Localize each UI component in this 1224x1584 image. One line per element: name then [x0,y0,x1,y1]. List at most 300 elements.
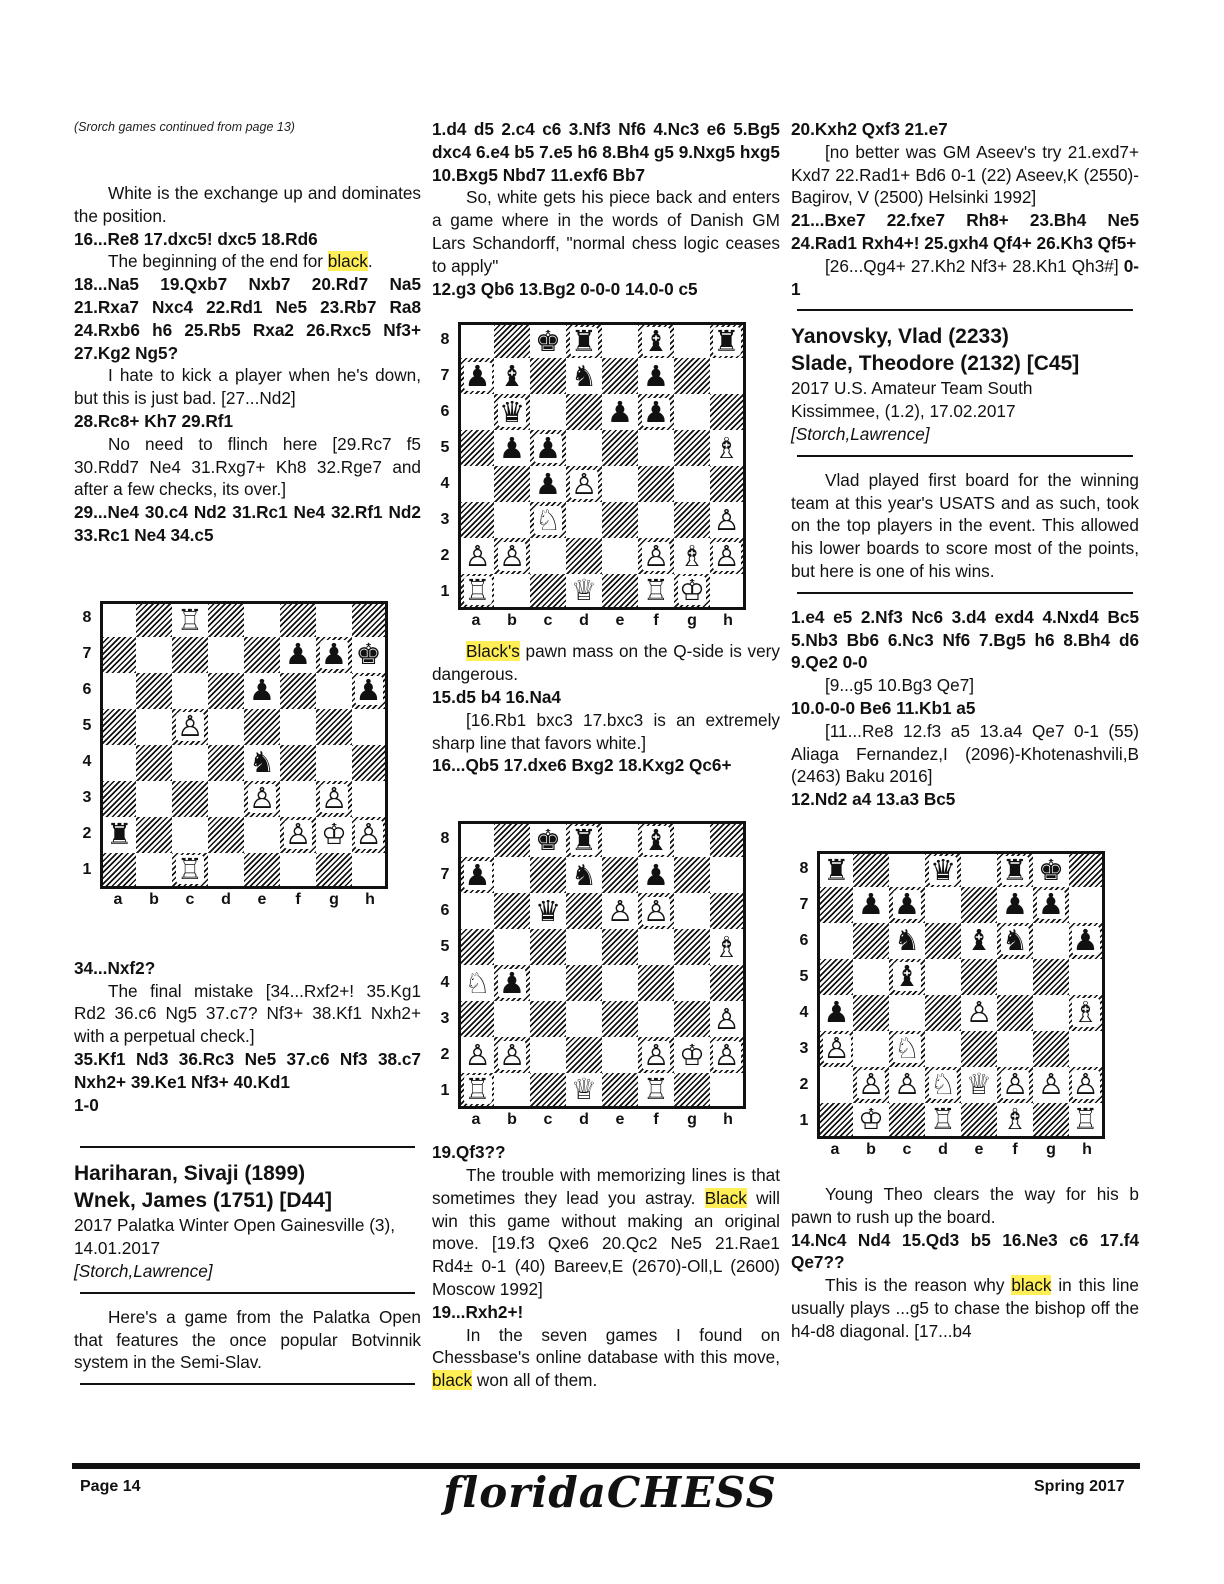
chess-piece-icon: ♟ [858,887,884,922]
board-square [961,887,997,923]
board-square [1069,1103,1105,1139]
chess-piece-icon: ♚ [535,823,561,858]
board-square [602,322,638,358]
rank-label: 2 [82,825,92,843]
board-square [494,821,530,857]
chess-piece-icon: ♟ [355,673,382,708]
board-square [316,601,352,637]
chess-piece-icon: ♙ [355,817,382,852]
board-square [280,781,316,817]
chess-piece-icon: ♘ [464,965,491,1000]
chess-piece-icon: ♙ [713,1001,740,1036]
divider [80,1383,415,1385]
chess-piece-icon: ♟ [643,394,669,429]
file-label: g [329,890,339,908]
board-square [566,1001,602,1037]
paragraph: Black's pawn mass on the Q-side is very dangerous. [432,641,780,685]
file-label: h [365,890,375,908]
highlight: black [432,1370,473,1391]
chess-piece-icon: ♟ [894,887,920,922]
chess-piece-icon: ♞ [1002,923,1028,958]
board-square [530,394,566,430]
chess-piece-icon: ♟ [1038,887,1064,922]
board-square [530,358,566,394]
board-square [602,502,638,538]
board-square [316,673,352,709]
chess-piece-icon: ♙ [713,538,740,573]
board-square [316,781,352,817]
file-label: d [579,612,589,630]
board-square [997,887,1033,923]
board-square [674,538,710,574]
page-number: Page 14 [80,1478,141,1495]
board-square [710,430,746,466]
board-square [244,817,280,853]
file-label: b [507,612,517,630]
board-square [208,745,244,781]
board-square [889,995,925,1031]
board-square [566,929,602,965]
chess-piece-icon: ♕ [571,1072,597,1107]
chess-piece-icon: ♝ [499,358,525,393]
rank-label: 1 [82,861,92,879]
board-square [889,851,925,887]
board-square [136,673,172,709]
rank-label: 3 [440,510,450,528]
moves: 20.Kxh2 Qxf3 21.e7 [791,119,948,139]
paragraph: Young Theo clears the way for his b pawn to rush up the board. [791,1183,1139,1227]
board-square [566,1073,602,1109]
rank-label: 6 [440,402,450,420]
board-square [136,781,172,817]
rank-label: 7 [440,865,450,883]
board-square [352,601,388,637]
moves: 12.Nd2 a4 13.a3 Bc5 [791,789,956,810]
board-square [208,817,244,853]
board-square [566,538,602,574]
board-square [1033,1067,1069,1103]
paragraph: [11...Re8 12.f3 a5 13.a4 Qe7 0-1 (55) Aliaga Fernandez,I (2096)-Khotenashvili,B (2463) Baku 2016] [791,720,1139,787]
chess-piece-icon: ♕ [571,573,597,608]
board-square [853,1103,889,1139]
board-square [710,502,746,538]
chess-piece-icon: ♙ [643,538,669,573]
board-square [208,601,244,637]
rank-label: 7 [440,366,450,384]
board-square [494,1001,530,1037]
column-middle [432,118,780,1392]
board-square [602,857,638,893]
board-square [458,965,494,1001]
board-square [530,821,566,857]
chess-piece-icon: ♘ [535,502,561,537]
board-square [853,995,889,1031]
chess-piece-icon: ♟ [499,965,525,1000]
file-label: a [471,1111,481,1129]
chess-piece-icon: ♗ [713,929,740,964]
moves: 28.Rc8+ Kh7 29.Rf1 [74,410,234,431]
moves: 29...Ne4 30.c4 Nd2 31.Rc1 Ne4 32.Rf1 Nd2 33.Rc1 Ne4 34.c5 [74,502,421,545]
chess-piece-icon: ♙ [1072,1067,1099,1102]
board-square [494,1073,530,1109]
continuation-note: (Srorch games continued from page 13) [74,120,295,134]
board-square [100,745,136,781]
chess-piece-icon: ♖ [930,1101,956,1136]
board-square [1069,923,1105,959]
black-player: Slade, Theodore (2132) [C45] [791,352,1080,376]
board-square [352,745,388,781]
chess-diagram-1 [74,601,421,911]
board-square [817,851,853,887]
board-square [817,959,853,995]
chess-piece-icon: ♚ [355,637,382,672]
board-square [100,709,136,745]
board-square [530,965,566,1001]
board-square [1033,1031,1069,1067]
board-square [1069,959,1105,995]
chess-piece-icon: ♔ [858,1101,884,1136]
board-square [710,322,746,358]
rank-label: 5 [440,937,450,955]
paragraph: White is the exchange up and dominates the position. [74,183,421,226]
board-square [1069,1031,1105,1067]
rank-label: 4 [799,1003,809,1021]
rank-label: 6 [440,901,450,919]
board-square [208,637,244,673]
chess-piece-icon: ♙ [894,1067,920,1102]
file-label: b [866,1140,876,1158]
board-square [817,1067,853,1103]
board-square [674,893,710,929]
chess-piece-icon: ♕ [966,1067,992,1102]
file-label: b [149,890,159,908]
moves: 19...Rxh2+! [432,1301,524,1322]
board-square [172,817,208,853]
rank-label: 3 [799,1039,809,1057]
chess-piece-icon: ♞ [571,857,597,892]
board-square [458,574,494,610]
chess-piece-icon: ♜ [1002,852,1028,887]
file-label: e [974,1140,984,1158]
chess-piece-icon: ♟ [1002,887,1028,922]
file-label: b [507,1111,517,1129]
event-info: 2017 Palatka Winter Open Gainesville (3), 14.01.2017 [74,1215,395,1259]
board-square [566,574,602,610]
board-square [494,929,530,965]
column-right [791,118,1139,1343]
board-square [100,673,136,709]
board-square [280,745,316,781]
board-square [566,322,602,358]
annotator: [Storch,Lawrence] [791,423,930,444]
rank-label: 6 [799,931,809,949]
board-square [853,1031,889,1067]
board-square [530,857,566,893]
board-square [172,745,208,781]
paragraph: So, white gets his piece back and enters a game where in the words of Danish GM Lars Schandorff, "normal chess logic ceases to apply" [432,187,780,276]
paragraph: This is the reason why black in this line usually plays ...g5 to chase the bishop off the h4-d8 diagonal. [17...b4 [791,1275,1139,1341]
board-square [172,781,208,817]
board-square [352,817,388,853]
paragraph: The final mistake [34...Rxf2+! 35.Kg1 Rd2 36.c6 Ng5 37.c7? Nf3+ 38.Kf1 Nxh2+ with a perpetual check.] [74,980,421,1047]
chess-diagram-4 [791,851,1139,1161]
board-square [352,673,388,709]
rank-label: 2 [799,1075,809,1093]
chess-piece-icon: ♝ [643,324,669,359]
board-square [208,709,244,745]
board-square [566,430,602,466]
board-square [280,637,316,673]
board-square [172,673,208,709]
board-square [244,673,280,709]
board-square [530,893,566,929]
white-player: Yanovsky, Vlad (2233) [791,325,1009,349]
black-player: Wnek, James (1751) [D44] [74,1189,332,1213]
board-square [710,1073,746,1109]
chess-piece-icon: ♟ [464,857,491,892]
moves: 1.d4 d5 2.c4 c6 3.Nf3 Nf6 4.Nc3 e6 5.Bg5 dxc4 6.e4 b5 7.e5 h6 8.Bh4 g5 9.Nxg5 hxg5 10.Bxg5 Nbd7 11.exf6 Bb7 [432,119,780,185]
board-square [889,923,925,959]
board-square [566,358,602,394]
chess-diagram-3 [432,821,780,1131]
file-label: d [221,890,231,908]
board-square [925,887,961,923]
board-square [889,887,925,923]
chess-piece-icon: ♙ [1038,1067,1064,1102]
chess-piece-icon: ♟ [535,466,561,501]
board-square [280,709,316,745]
rank-label: 5 [82,717,92,735]
board-square [925,1031,961,1067]
board-square [638,1037,674,1073]
paragraph: [9...g5 10.Bg3 Qe7] [825,675,975,696]
board-square [352,637,388,673]
board-square [208,781,244,817]
chess-piece-icon: ♔ [321,817,347,852]
chess-piece-icon: ♝ [894,959,920,994]
file-label: a [113,890,123,908]
chess-piece-icon: ♟ [464,358,491,393]
chess-piece-icon: ♙ [713,1037,740,1072]
board-square [997,1103,1033,1139]
chess-piece-icon: ♗ [679,538,705,573]
chess-piece-icon: ♗ [1072,995,1099,1030]
board-square [997,851,1033,887]
board-square [494,502,530,538]
board-square [1033,887,1069,923]
board-square [638,394,674,430]
board-square [925,1103,961,1139]
chess-piece-icon: ♔ [679,1037,705,1072]
board-square [674,965,710,1001]
file-label: h [723,612,733,630]
board-square [1069,887,1105,923]
board-square [566,893,602,929]
chess-piece-icon: ♙ [823,1031,850,1066]
divider [797,592,1133,594]
chess-piece-icon: ♟ [321,637,347,672]
board-square [997,959,1033,995]
board-square [853,959,889,995]
chess-piece-icon: ♙ [499,1037,525,1072]
board-square [566,1037,602,1073]
board-square [458,430,494,466]
board-square [638,466,674,502]
board-square [961,923,997,959]
white-player: Hariharan, Sivaji (1899) [74,1162,306,1186]
board-square [172,637,208,673]
board-square [458,502,494,538]
chess-piece-icon: ♛ [499,394,525,429]
highlight: Black [704,1187,747,1208]
board-square [316,709,352,745]
board-square [889,1103,925,1139]
board-square [638,358,674,394]
chess-piece-icon: ♙ [643,1037,669,1072]
board-square [458,857,494,893]
board-square [1069,1067,1105,1103]
board-square [100,601,136,637]
board-square [602,574,638,610]
board-square [638,893,674,929]
file-label: c [543,1111,553,1129]
corner-spacer [74,889,100,911]
rank-label: 7 [82,645,92,663]
highlight: black [1011,1275,1052,1296]
chess-piece-icon: ♙ [966,995,992,1030]
board-square [566,394,602,430]
board-square [352,853,388,889]
board-square [494,965,530,1001]
board-square [602,893,638,929]
chess-piece-icon: ♙ [571,466,597,501]
board-square [853,851,889,887]
file-label: c [902,1140,912,1158]
board-square [602,1037,638,1073]
rank-label: 3 [440,1009,450,1027]
chess-piece-icon: ♙ [285,817,311,852]
board-square [638,965,674,1001]
board-square [710,574,746,610]
paragraph: [no better was GM Aseev's try 21.exd7+ Kxd7 22.Rad1+ Bd6 0-1 (22) Aseev,K (2550)-Bagirov, V (2500) Helsinki 1992] [791,141,1139,208]
board-square [638,574,674,610]
moves: 16...Qb5 17.dxe6 Bxg2 18.Kxg2 Qc6+ [432,755,732,776]
paragraph: No need to flinch here [29.Rc7 f5 30.Rdd7 Ne4 31.Rxg7+ Kh8 32.Rge7 and after a few checks, its over.] [74,433,421,500]
chess-piece-icon: ♟ [499,430,525,465]
board-square [674,1037,710,1073]
board-square [925,1067,961,1103]
board-square [458,893,494,929]
board-square [638,1073,674,1109]
board-square [889,959,925,995]
chess-piece-icon: ♙ [177,709,203,744]
board-square [817,1103,853,1139]
chess-piece-icon: ♟ [285,637,311,672]
board-square [925,851,961,887]
chess-piece-icon: ♝ [643,823,669,858]
board-square [853,887,889,923]
board-square [674,857,710,893]
board-square [566,857,602,893]
paragraph: [26...Qg4+ 27.Kh2 Nf3+ 28.Kh1 Qh3#] 0-1 [791,255,1139,299]
game-result: 1-0 [74,1094,99,1115]
divider [80,1292,415,1294]
board-square [494,1037,530,1073]
chess-piece-icon: ♖ [464,573,491,608]
board-square [244,709,280,745]
paragraph: In the seven games I found on Chessbase's online database with this move, black won all of them. [432,1324,780,1391]
file-label: f [653,1111,659,1129]
file-label: c [185,890,195,908]
board-square [244,601,280,637]
board-square [817,887,853,923]
board-square [925,923,961,959]
rank-label: 1 [440,1081,450,1099]
board-square [458,821,494,857]
paragraph: The beginning of the end for black. [108,251,373,272]
board-square [710,358,746,394]
chess-piece-icon: ♟ [535,430,561,465]
board-square [494,358,530,394]
board-square [244,745,280,781]
rank-label: 4 [440,973,450,991]
rank-label: 6 [82,681,92,699]
board-square [817,1031,853,1067]
chess-piece-icon: ♖ [1072,1101,1099,1136]
board-square [280,853,316,889]
moves: 19.Qf3?? [432,1142,506,1163]
board-square [530,322,566,358]
file-label: f [653,612,659,630]
chess-piece-icon: ♙ [1002,1067,1028,1102]
rank-label: 2 [440,1045,450,1063]
file-label: h [1082,1140,1092,1158]
board-square [316,637,352,673]
board-square [674,1001,710,1037]
file-label: e [615,612,625,630]
paragraph: Vlad played first board for the winning team at this year's USATS and as such, took on the top players in the event. This allowed his lower boards to score most of the points, but here is one of his wins. [791,469,1139,581]
board-square [710,538,746,574]
board-square [494,574,530,610]
rank-label: 2 [440,546,450,564]
board-square [136,637,172,673]
board-square [530,430,566,466]
board-square [208,673,244,709]
board-square [674,502,710,538]
board-square [208,853,244,889]
board-square [458,322,494,358]
board-square [244,781,280,817]
moves: 1.e4 e5 2.Nf3 Nc6 3.d4 exd4 4.Nxd4 Bc5 5.Nb3 Bb6 6.Nc3 Nf6 7.Bg5 h6 8.Bh4 d6 9.Qe2 0-0 [791,606,1139,673]
board-square [458,538,494,574]
file-label: e [615,1111,625,1129]
rank-label: 8 [82,609,92,627]
file-label: a [830,1140,840,1158]
board-square [458,466,494,502]
board-square [710,1001,746,1037]
board-square [961,1031,997,1067]
board-square [817,995,853,1031]
chess-piece-icon: ♘ [894,1031,920,1066]
board-square [1069,851,1105,887]
board-square [280,601,316,637]
board-square [961,851,997,887]
chess-piece-icon: ♜ [713,324,740,359]
rank-label: 5 [799,967,809,985]
chess-piece-icon: ♝ [966,923,992,958]
board-square [602,538,638,574]
board-square [494,857,530,893]
